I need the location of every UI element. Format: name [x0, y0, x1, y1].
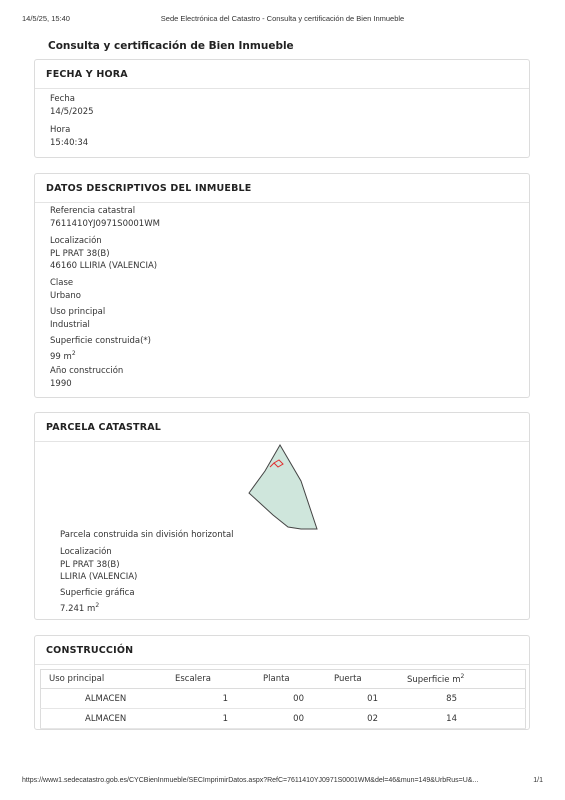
parcela-tipo: Parcela construida sin división horizontal [60, 530, 234, 540]
anio-value: 1990 [50, 378, 72, 389]
col-planta: Planta [255, 670, 326, 689]
col-superficie: Superficie $m^2$ [399, 670, 526, 689]
table-row [41, 709, 526, 729]
parcela-localizacion-line1: PL PRAT 38(B) [60, 559, 120, 570]
cell-escalera: 1 [167, 709, 255, 729]
parcela-superficie-value: 7.241 $m^2$ [60, 601, 100, 614]
divider [35, 202, 529, 203]
page-title: Consulta y certificación de Bien Inmueble [48, 40, 294, 52]
unit-superscript: 2 [71, 349, 76, 357]
construccion-heading: CONSTRUCCIÓN [46, 645, 134, 656]
cell-uso: ALMACEN [41, 709, 168, 729]
cell-planta: 00 [255, 689, 326, 709]
cell-puerta: 02 [326, 709, 399, 729]
anio-field [50, 365, 123, 390]
fecha-label: Fecha [50, 94, 75, 104]
unit-superscript: 2 [460, 673, 465, 680]
print-page-number: 1/1 [533, 777, 543, 784]
print-url: https://www1.sedecatastro.gob.es/CYCBienInmueble/SECImprimirDatos.aspx?RefC=7611410YJ0971S0001WM&del=46&mun=149&UrbRus=U&... [22, 777, 479, 784]
fecha-hora-card [34, 59, 530, 158]
localizacion-field [50, 235, 157, 273]
parcela-heading: PARCELA CATASTRAL [46, 422, 162, 433]
parcel-shape [249, 445, 317, 529]
clase-label: Clase [50, 278, 74, 288]
construccion-table [40, 669, 526, 729]
parcela-card [34, 412, 530, 620]
datos-descriptivos-card [34, 173, 530, 398]
datos-heading: DATOS DESCRIPTIVOS DEL INMUEBLE [46, 183, 252, 194]
cell-uso: ALMACEN [41, 689, 168, 709]
superficie-field [50, 335, 151, 363]
uso-label: Uso principal [50, 307, 106, 317]
superficie-label: Superficie construida(*) [50, 336, 151, 346]
table-header-row [41, 670, 526, 689]
fecha-hora-heading: FECHA Y HORA [46, 69, 128, 80]
parcela-superficie-label: Superficie gráfica [60, 588, 135, 598]
parcel-map [245, 443, 325, 535]
col-uso: Uso principal [41, 670, 168, 689]
referencia-label: Referencia catastral [50, 206, 136, 216]
table-row [41, 689, 526, 709]
print-footer [22, 777, 543, 789]
localizacion-label: Localización [50, 236, 102, 246]
divider [35, 88, 529, 89]
fecha-field [50, 93, 94, 118]
cell-planta: 00 [255, 709, 326, 729]
clase-field [50, 277, 81, 302]
parcela-localizacion-field [60, 546, 137, 584]
anio-label: Año construcción [50, 366, 124, 376]
cell-superficie: 14 [399, 709, 526, 729]
parcela-superficie-field [60, 587, 135, 615]
hora-field [50, 124, 88, 149]
construccion-card [34, 635, 530, 730]
fecha-value: 14/5/2025 [50, 106, 94, 117]
localizacion-line1: PL PRAT 38(B) [50, 248, 110, 259]
localizacion-line2: 46160 LLIRIA (VALENCIA) [50, 261, 158, 271]
hora-label: Hora [50, 125, 71, 135]
cell-puerta: 01 [326, 689, 399, 709]
uso-field [50, 306, 105, 331]
cell-escalera: 1 [167, 689, 255, 709]
hora-value: 15:40:34 [50, 137, 89, 148]
col-puerta: Puerta [326, 670, 399, 689]
divider [35, 441, 529, 442]
print-header [22, 14, 543, 26]
parcela-localizacion-label: Localización [60, 547, 112, 557]
parcela-localizacion-line2: LLIRIA (VALENCIA) [60, 572, 138, 582]
print-page-title: Sede Electrónica del Catastro - Consulta y certificación de Bien Inmueble [160, 14, 405, 23]
referencia-field [50, 205, 160, 230]
col-escalera: Escalera [167, 670, 255, 689]
divider [35, 664, 529, 665]
cell-superficie: 85 [399, 689, 526, 709]
uso-value: Industrial [50, 319, 90, 330]
superficie-value: 99 $m^2$ [50, 349, 76, 362]
unit-superscript: 2 [95, 601, 100, 609]
clase-value: Urbano [50, 290, 81, 301]
referencia-value: 7611410YJ0971S0001WM [50, 218, 160, 229]
print-datetime: 14/5/25, 15:40 [22, 14, 70, 23]
